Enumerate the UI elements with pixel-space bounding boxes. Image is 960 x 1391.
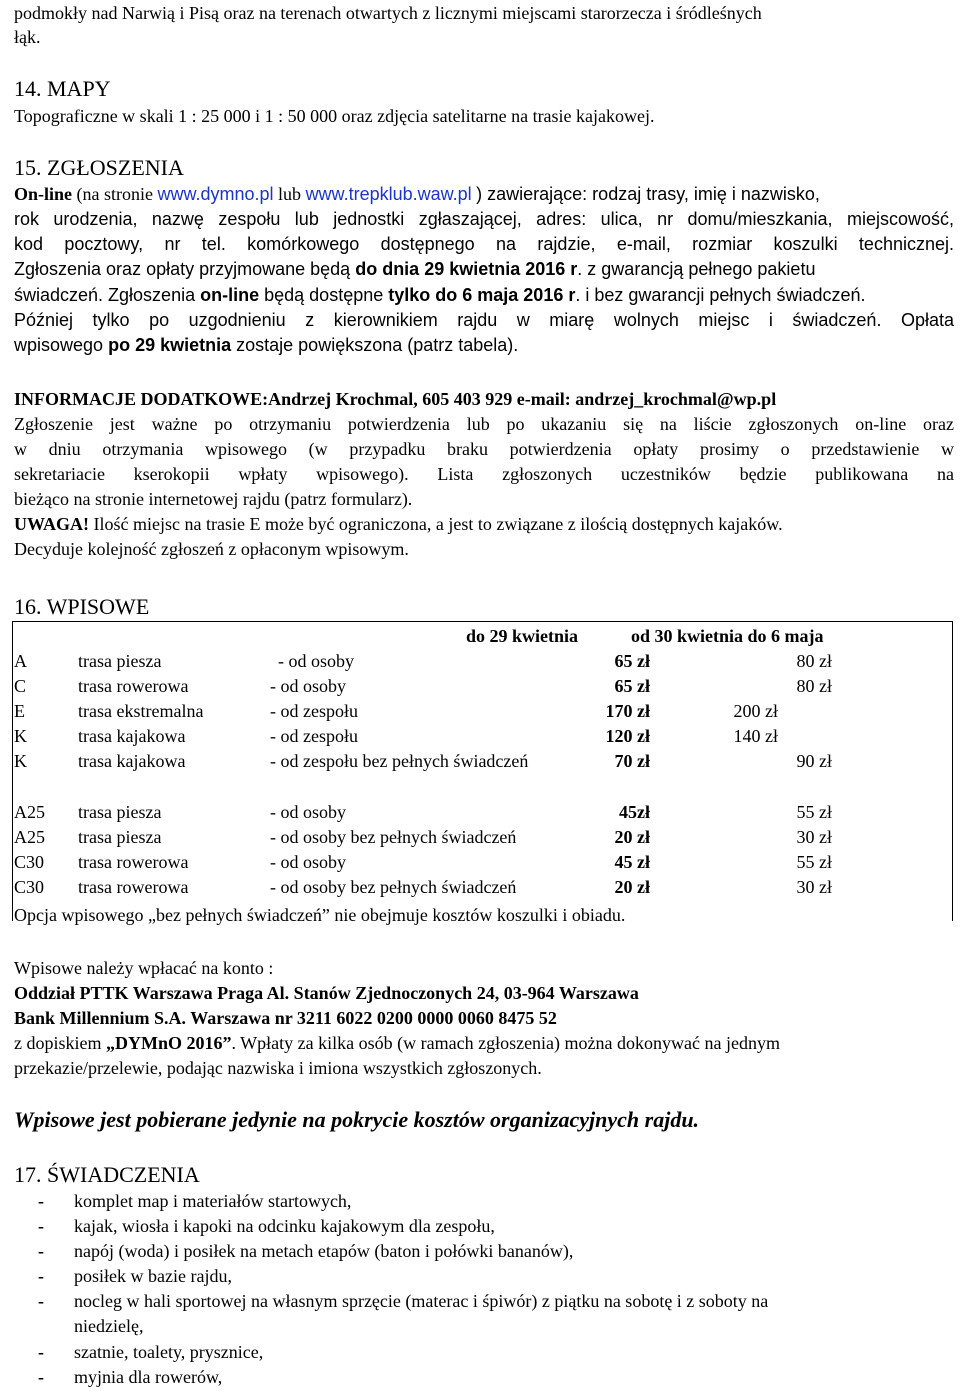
benefit-bullet: - bbox=[38, 1216, 44, 1236]
fees-cell-route: trasa rowerowa bbox=[78, 676, 189, 696]
online-pre: (na stronie bbox=[76, 184, 153, 204]
fees-cell-unit: - od zespołu bbox=[270, 726, 358, 746]
payment-reference: „DYMnO 2016” bbox=[106, 1033, 232, 1053]
fees-cell-early: 65 zł bbox=[614, 651, 650, 671]
fees-cell-route: trasa piesza bbox=[78, 802, 162, 822]
info-paragraph-line-1: Zgłoszenie jest ważne po otrzymaniu potwierdzenia lub po ukazaniu się na liście zgłoszonych on-line oraz bbox=[14, 414, 954, 434]
fees-note: Opcja wpisowego „bez pełnych świadczeń” nie obejmuje kosztów koszulki i obiadu. bbox=[14, 905, 626, 925]
registration-line-5-e: . i bez gwarancji pełnych świadczeń. bbox=[575, 285, 866, 305]
fees-cell-code: A bbox=[14, 651, 27, 671]
benefit-bullet: - bbox=[38, 1367, 44, 1387]
fees-cell-code: A25 bbox=[14, 827, 45, 847]
maps-text: Topograficzne w skali 1 : 25 000 i 1 : 50 000 oraz zdjęcia satelitarne na trasie kajakowej. bbox=[14, 106, 655, 126]
registration-line-3: kod pocztowy, nr tel. komórkowego dostępnego na rajdzie, e-mail, rozmiar koszulki technicznej. bbox=[14, 234, 954, 254]
registration-heading: 15. ZGŁOSZENIA bbox=[14, 155, 184, 180]
fees-cell-code: K bbox=[14, 751, 27, 771]
registration-line-1-rest: ) zawierające: rodzaj trasy, imię i nazwisko, bbox=[476, 184, 820, 204]
intro-line-1: podmokły nad Narwią i Pisą oraz na terenach otwartych z licznymi miejscami starorzecza i śródleśnych bbox=[14, 3, 762, 23]
payment-statement: Wpisowe jest pobierane jedynie na pokrycie kosztów organizacyjnych rajdu. bbox=[14, 1107, 700, 1132]
benefit-bullet: - bbox=[38, 1291, 44, 1311]
lub-text: lub bbox=[278, 184, 302, 204]
fees-cell-early: 45 zł bbox=[614, 852, 650, 872]
fees-cell-unit: - od osoby bbox=[270, 802, 346, 822]
fees-cell-unit: - od osoby bez pełnych świadczeń bbox=[270, 827, 517, 847]
registration-line-4 bbox=[14, 258, 815, 280]
fees-cell-early: 45zł bbox=[619, 802, 650, 822]
registration-line-7-c: zostaje powiększona (patrz tabela). bbox=[236, 335, 519, 355]
maps-heading: 14. MAPY bbox=[14, 76, 111, 101]
registration-line-7 bbox=[14, 334, 518, 356]
payment-line-3 bbox=[14, 1032, 780, 1054]
fees-cell-late: 30 zł bbox=[796, 827, 832, 847]
payment-line-3-a: z dopiskiem bbox=[14, 1033, 102, 1053]
registration-line-5-c: będą dostępne bbox=[264, 285, 384, 305]
fees-cell-code: E bbox=[14, 701, 25, 721]
fees-table-right-border bbox=[952, 621, 953, 921]
bank-address: Oddział PTTK Warszawa Praga Al. Stanów Zjednoczonych 24, 03-964 Warszawa bbox=[14, 983, 639, 1003]
dymno-link[interactable]: www.dymno.pl bbox=[157, 184, 274, 204]
fees-cell-late: 140 zł bbox=[733, 726, 778, 746]
registration-line-7-b: po 29 kwietnia bbox=[108, 335, 232, 355]
benefit-item: kajak, wiosła i kapoki na odcinku kajakowym dla zespołu, bbox=[74, 1216, 495, 1236]
benefit-bullet: - bbox=[38, 1342, 44, 1362]
deadline-early: do dnia 29 kwietnia 2016 r bbox=[355, 259, 578, 279]
fees-heading-text: 16. WPISOWE bbox=[14, 594, 150, 619]
benefit-bullet: - bbox=[38, 1266, 44, 1286]
fees-cell-code: K bbox=[14, 726, 27, 746]
fees-cell-late: 55 zł bbox=[796, 852, 832, 872]
fees-cell-late: 200 zł bbox=[733, 701, 778, 721]
fees-cell-unit: - od osoby bbox=[278, 651, 354, 671]
registration-line-1 bbox=[14, 183, 820, 205]
info-heading: INFORMACJE DODATKOWE:Andrzej Krochmal, 605 403 929 e-mail: andrzej_krochmal@wp.pl bbox=[14, 389, 777, 409]
benefit-item: niedzielę, bbox=[74, 1316, 144, 1336]
fees-column-early: do 29 kwietnia bbox=[466, 626, 579, 646]
registration-line-2: rok urodzenia, nazwę zespołu lub jednostki zgłaszającej, adres: ulica, nr domu/mieszkania, miejscowość, bbox=[14, 209, 954, 229]
fees-cell-early: 20 zł bbox=[614, 877, 650, 897]
registration-line-6: Później tylko po uzgodnieniu z kierownikiem rajdu w miarę wolnych miejsc i świadczeń. Opłata bbox=[14, 310, 954, 330]
deadline-online: tylko do 6 maja 2016 r bbox=[388, 285, 576, 305]
registration-line-4-c: . z gwarancją pełnego pakietu bbox=[577, 259, 816, 279]
registration-line-5-b: on-line bbox=[200, 285, 260, 305]
registration-line-4-a: Zgłoszenia oraz opłaty przyjmowane będą bbox=[14, 259, 351, 279]
fees-cell-route: trasa kajakowa bbox=[78, 726, 186, 746]
registration-line-5 bbox=[14, 284, 866, 306]
payment-intro: Wpisowe należy wpłacać na konto : bbox=[14, 958, 274, 978]
benefits-heading: 17. ŚWIADCZENIA bbox=[14, 1162, 200, 1187]
registration-line-5-a: świadczeń. Zgłoszenia bbox=[14, 285, 196, 305]
fees-cell-unit: - od osoby bez pełnych świadczeń bbox=[270, 877, 517, 897]
fees-cell-route: trasa kajakowa bbox=[78, 751, 186, 771]
info-paragraph-line-6: Decyduje kolejność zgłoszeń z opłaconym wpisowym. bbox=[14, 539, 409, 559]
warning-line bbox=[14, 513, 783, 535]
benefit-item: posiłek w bazie rajdu, bbox=[74, 1266, 232, 1286]
trepklub-link[interactable]: www.trepklub.waw.pl bbox=[305, 184, 472, 204]
fees-cell-unit: - od zespołu bez pełnych świadczeń bbox=[270, 751, 529, 771]
fees-table-top-border bbox=[12, 621, 952, 622]
fees-cell-early: 170 zł bbox=[605, 701, 650, 721]
fees-cell-route: trasa rowerowa bbox=[78, 852, 189, 872]
fees-cell-unit: - od zespołu bbox=[270, 701, 358, 721]
intro-line-2: łąk. bbox=[14, 27, 41, 47]
benefit-bullet: - bbox=[38, 1191, 44, 1211]
benefit-item: szatnie, toalety, prysznice, bbox=[74, 1342, 264, 1362]
fees-cell-late: 80 zł bbox=[796, 651, 832, 671]
info-paragraph-line-2: w dniu otrzymania wpisowego (w przypadku braku potwierdzenia opłaty prosimy o przedstawienie w bbox=[14, 439, 954, 459]
bank-account: Bank Millennium S.A. Warszawa nr 3211 6022 0200 0000 0060 8475 52 bbox=[14, 1008, 557, 1028]
info-paragraph-line-4: bieżąco na stronie internetowej rajdu (patrz formularz). bbox=[14, 489, 413, 509]
info-paragraph-line-3: sekretariacie kserokopii wpłaty wpisowego). Lista zgłoszonych uczestników będzie publikowana na bbox=[14, 464, 954, 484]
fees-cell-early: 120 zł bbox=[605, 726, 650, 746]
fees-column-late: od 30 kwietnia do 6 maja bbox=[631, 626, 824, 646]
benefit-item: myjnia dla rowerów, bbox=[74, 1367, 223, 1387]
warning-label: UWAGA! bbox=[14, 514, 89, 534]
fees-cell-early: 20 zł bbox=[614, 827, 650, 847]
online-label: On-line bbox=[14, 184, 73, 204]
fees-cell-code: C30 bbox=[14, 852, 45, 872]
fees-heading bbox=[14, 594, 149, 620]
benefit-item: nocleg w hali sportowej na własnym sprzęcie (materac i śpiwór) z piątku na sobotę i z soboty na bbox=[74, 1291, 769, 1311]
fees-cell-unit: - od osoby bbox=[270, 852, 346, 872]
fees-cell-route: trasa ekstremalna bbox=[78, 701, 204, 721]
benefit-bullet: - bbox=[38, 1241, 44, 1261]
fees-cell-late: 80 zł bbox=[796, 676, 832, 696]
fees-cell-code: A25 bbox=[14, 802, 45, 822]
fees-cell-route: trasa rowerowa bbox=[78, 877, 189, 897]
warning-text: Ilość miejsc na trasie E może być ograniczona, a jest to związane z ilością dostępnych kajaków. bbox=[93, 514, 783, 534]
benefit-item: napój (woda) i posiłek na metach etapów (baton i połówki bananów), bbox=[74, 1241, 574, 1261]
fees-cell-unit: - od osoby bbox=[270, 676, 346, 696]
fees-cell-early: 65 zł bbox=[614, 676, 650, 696]
fees-cell-code: C30 bbox=[14, 877, 45, 897]
fees-cell-early: 70 zł bbox=[614, 751, 650, 771]
payment-line-4: przekazie/przelewie, podając nazwiska i imiona wszystkich zgłoszonych. bbox=[14, 1058, 542, 1078]
fees-cell-late: 30 zł bbox=[796, 877, 832, 897]
fees-cell-code: C bbox=[14, 676, 27, 696]
payment-line-3-c: . Wpłaty za kilka osób (w ramach zgłoszenia) można dokonywać na jednym bbox=[231, 1033, 780, 1053]
fees-cell-route: trasa piesza bbox=[78, 827, 162, 847]
fees-cell-late: 90 zł bbox=[796, 751, 832, 771]
fees-table-left-border bbox=[12, 621, 13, 921]
fees-cell-late: 55 zł bbox=[796, 802, 832, 822]
fees-cell-route: trasa piesza bbox=[78, 651, 162, 671]
benefit-item: komplet map i materiałów startowych, bbox=[74, 1191, 352, 1211]
registration-line-7-a: wpisowego bbox=[14, 335, 104, 355]
